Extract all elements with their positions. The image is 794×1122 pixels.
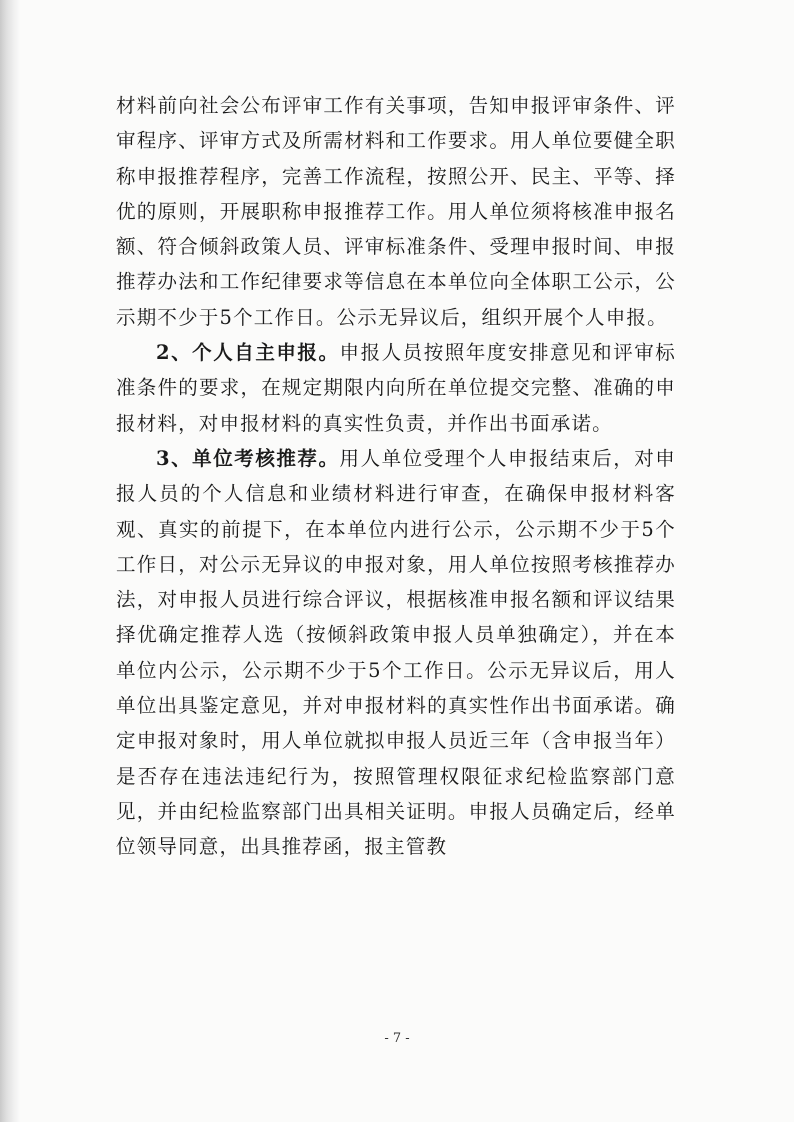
paragraph-individual-application bbox=[116, 335, 676, 441]
paragraph-text: 申报人员按照年度安排意见和评审标准条件的要求，在规定期限内向所在单位提交完整、准确的申报材料，对申报材料的真实性负责，并作出书面承诺。 bbox=[116, 341, 676, 435]
body-text bbox=[116, 88, 676, 865]
paragraph-text: 用人单位受理个人申报结束后，对申报人员的个人信息和业绩材料进行审查，在确保申报材料客观、真实的前提下，在本单位内进行公示，公示期不少于5个工作日，对公示无异议的申报对象，用人单位按照考核推荐办法，对申报人员进行综合评议，根据核准申报名额和评议结果择优确定推荐人选（按倾斜政策申报人员单独确定），并在本单位内公示，公示期不少于5个工作日。公示无异议后，用人单位出具鉴定意见，并对申报材料的真实性作出书面承诺。确定申报对象时，用人单位就拟申报人员近三年（含申报当年）是否存在违法违纪行为，按照管理权限征求纪检监察部门意见，并由纪检监察部门出具相关证明。申报人员确定后，经单位领导同意，出具推荐函，报主管教 bbox=[116, 446, 676, 859]
paragraph-continuation bbox=[116, 88, 676, 335]
paragraph-unit-recommendation bbox=[116, 441, 676, 865]
page-number: - 7 - bbox=[384, 1031, 410, 1046]
paragraph-heading: 3、单位考核推荐。 bbox=[156, 446, 340, 470]
paragraph-text: 材料前向社会公布评审工作有关事项，告知申报评审条件、评审程序、评审方式及所需材料和工作要求。用人单位要健全职称申报推荐程序，完善工作流程，按照公开、民主、平等、择优的原则，开展职称申报推荐工作。用人单位须将核准申报名额、符合倾斜政策人员、评审标准条件、受理申报时间、申报推荐办法和工作纪律要求等信息在本单位向全体职工公示，公示期不少于5个工作日。公示无异议后，组织开展个人申报。 bbox=[116, 94, 676, 329]
scan-edge-shadow bbox=[0, 0, 20, 1122]
paragraph-heading: 2、个人自主申报。 bbox=[156, 341, 340, 365]
